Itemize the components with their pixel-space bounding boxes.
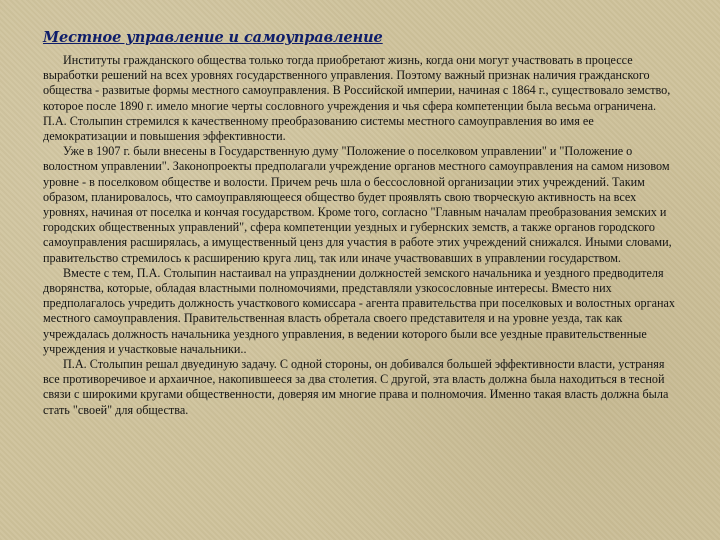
paragraph: Институты гражданского общества только тогда приобретают жизнь, когда они могут участвовать в процессе выработки решений на всех уровнях государственного управления. Поэтому важный признак наличия гражданского общества - развитые формы местного самоуправления. В Российской империи, начиная с 1864 г., существовало земство, которое после 1890 г. имело многие черты сословного учреждения и чья сфера компетенции была весьма ограничена. П.А. Столыпин стремился к качественному преобразованию системы местного самоуправления во имя ее демократизации и повышения эффективности. bbox=[43, 53, 671, 144]
body-text bbox=[43, 53, 675, 418]
paragraph: П.А. Столыпин решал двуединую задачу. С одной стороны, он добивался большей эффективности власти, устраняя все противоречивое и архаичное, накопившееся за два столетия. С другой, эта власть должна была находиться в тесной связи с широкими кругами общественности, доверяя им многие права и полномочия. Именно такая власть должна была стать "своей" для общества. bbox=[43, 357, 669, 417]
paragraph: Уже в 1907 г. были внесены в Государственную думу "Положение о поселковом управлении" и "Положение о волостном управлении". Законопроекты предполагали учреждение органов местного самоуправления на самом низовом уровне - в поселковом обществе и волости. Причем речь шла о бессословной организации этих учреждений. Таким образом, планировалось, что самоуправляющееся общество будет проявлять свою творческую активность на всех уровнях, начиная от поселка и кончая государством. Кроме того, согласно "Главным началам преобразования земских и городских общественных управлений", сфера компетенции уездных и губернских земств, а также органов городского самоуправления расширялась, а имущественный ценз для участия в работе этих учреждений снижался. Иными словами, правительство стремилось к расширению круга лиц, так или иначе участвовавших в управлении государством. bbox=[43, 144, 672, 265]
paragraph: Вместе с тем, П.А. Столыпин настаивал на упразднении должностей земского начальника и уездного предводителя дворянства, которые, обладая властными полномочиями, представляли узкосословные интересы. Вместо них предполагалось учредить должность участкового комиссара - агента правительства при поселковых и волостных органах местного самоуправления. Правительственная власть обретала своего представителя и на уровне уезда, так как учреждалась должность начальника уездного управления, в ведении которого были все уездные правительственные учреждения и участковые начальники.. bbox=[43, 265, 675, 356]
page-title: Местное управление и самоуправление bbox=[43, 29, 383, 46]
